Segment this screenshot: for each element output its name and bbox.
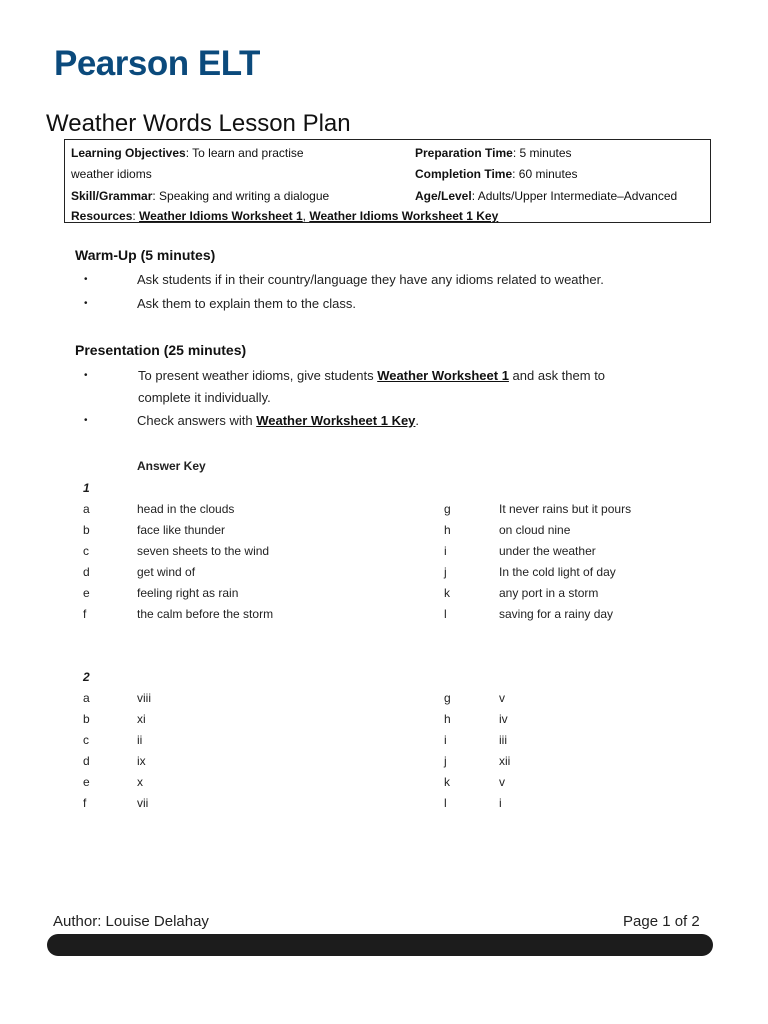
weather-worksheet-1-key-link[interactable]: Weather Worksheet 1 Key xyxy=(256,413,416,428)
presentation-bullet-2: Check answers with Weather Worksheet 1 Key. xyxy=(137,413,420,428)
page-title: Weather Words Lesson Plan xyxy=(46,110,351,137)
answer-numeral: iv xyxy=(499,712,508,726)
warmup-heading: Warm-Up (5 minutes) xyxy=(75,247,216,263)
completion-time: Completion Time: 60 minutes xyxy=(415,167,578,181)
answer-letter: i xyxy=(444,544,447,558)
presentation-heading: Presentation (25 minutes) xyxy=(75,342,247,358)
answer-numeral: ii xyxy=(137,733,143,747)
answer-numeral: xii xyxy=(499,754,511,768)
presentation-bullet-1: To present weather idioms, give students Weather Worksheet 1 and ask them to xyxy=(138,368,606,383)
warmup-bullet-2: Ask them to explain them to the class. xyxy=(137,296,356,311)
answer-idiom: It never rains but it pours xyxy=(499,502,632,516)
resources: Resources: Weather Idioms Worksheet 1, Weather Idioms Worksheet 1 Key xyxy=(71,209,499,223)
resource-link-worksheet-1[interactable]: Weather Idioms Worksheet 1 xyxy=(139,209,303,223)
answer-idiom: on cloud nine xyxy=(499,523,571,537)
answer-numeral: x xyxy=(137,775,143,789)
answer-idiom: head in the clouds xyxy=(137,502,235,516)
answer-numeral: vii xyxy=(137,796,149,810)
answer-letter: e xyxy=(83,586,90,600)
answer-letter: h xyxy=(444,712,451,726)
age-level: Age/Level: Adults/Upper Intermediate–Advanced xyxy=(415,189,678,203)
answer-letter: j xyxy=(444,565,447,579)
answer-letter: g xyxy=(444,691,451,705)
answer-idiom: In the cold light of day xyxy=(499,565,616,579)
answer-letter: l xyxy=(444,796,447,810)
answer-letter: l xyxy=(444,607,447,621)
learning-objectives-continued: weather idioms xyxy=(71,167,152,181)
answer-numeral: ix xyxy=(137,754,146,768)
warmup-bullet-1: Ask students if in their country/language they have any idioms related to weather. xyxy=(137,272,604,287)
answer-letter: a xyxy=(83,502,90,516)
answer-key-title: Answer Key xyxy=(137,459,206,473)
answer-letter: a xyxy=(83,691,90,705)
answer-letter: c xyxy=(83,544,89,558)
answer-numeral: v xyxy=(499,775,505,789)
pearson-elt-logo: Pearson ELT xyxy=(54,44,260,83)
answer-letter: i xyxy=(444,733,447,747)
lesson-info-box xyxy=(64,139,711,223)
answer-numeral: viii xyxy=(137,691,151,705)
answer-idiom: feeling right as rain xyxy=(137,586,239,600)
answer-idiom: seven sheets to the wind xyxy=(137,544,270,558)
skill-grammar: Skill/Grammar: Speaking and writing a dialogue xyxy=(71,189,330,203)
bullet-icon: • xyxy=(84,415,88,426)
resource-link-worksheet-1-key[interactable]: Weather Idioms Worksheet 1 Key xyxy=(309,209,499,223)
answer-idiom: face like thunder xyxy=(137,523,226,537)
answer-numeral: xi xyxy=(137,712,146,726)
answer-idiom: the calm before the storm xyxy=(137,607,274,621)
footer-bar xyxy=(47,934,713,956)
answer-idiom: saving for a rainy day xyxy=(499,607,614,621)
weather-worksheet-1-link[interactable]: Weather Worksheet 1 xyxy=(377,368,509,383)
answer-letter: f xyxy=(83,607,87,621)
answer-letter: d xyxy=(83,565,90,579)
presentation-bullet-1-continued: complete it individually. xyxy=(138,390,271,405)
footer-page-number: Page 1 of 2 xyxy=(623,913,700,930)
answer-letter: c xyxy=(83,733,89,747)
answer-section-1-label: 1 xyxy=(83,481,90,495)
learning-objectives: Learning Objectives: To learn and practise xyxy=(71,146,304,160)
bullet-icon: • xyxy=(84,274,88,285)
answer-letter: h xyxy=(444,523,451,537)
answer-letter: g xyxy=(444,502,451,516)
answer-idiom: under the weather xyxy=(499,544,596,558)
bullet-icon: • xyxy=(84,370,88,381)
answer-section-2-label: 2 xyxy=(83,670,90,684)
answer-letter: d xyxy=(83,754,90,768)
answer-letter: b xyxy=(83,712,90,726)
answer-numeral: i xyxy=(499,796,502,810)
answer-numeral: iii xyxy=(499,733,507,747)
answer-numeral: v xyxy=(499,691,505,705)
answer-letter: k xyxy=(444,775,450,789)
footer-author: Author: Louise Delahay xyxy=(53,913,209,930)
answer-idiom: get wind of xyxy=(137,565,196,579)
answer-letter: b xyxy=(83,523,90,537)
preparation-time: Preparation Time: 5 minutes xyxy=(415,146,572,160)
answer-letter: f xyxy=(83,796,87,810)
answer-letter: j xyxy=(444,754,447,768)
answer-letter: k xyxy=(444,586,450,600)
answer-letter: e xyxy=(83,775,90,789)
bullet-icon: • xyxy=(84,298,88,309)
answer-idiom: any port in a storm xyxy=(499,586,599,600)
